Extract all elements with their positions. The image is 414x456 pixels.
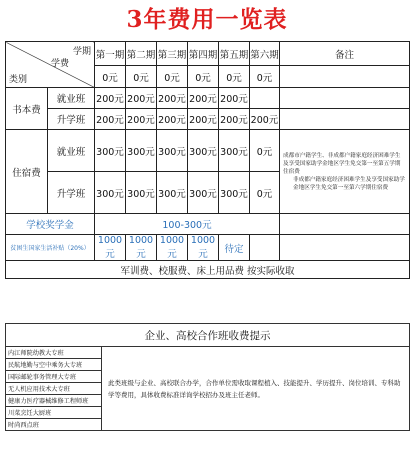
class-type-label: 升学班 [48, 109, 95, 130]
book-fee-cell: 200元 [188, 88, 219, 109]
book-fee-cell: 200元 [188, 109, 219, 130]
program-item: 内江师院幼教大专班 [6, 347, 102, 359]
program-item: 健康力医疗器械维修工程师班 [6, 395, 102, 407]
book-fee-cell: 200元 [95, 88, 126, 109]
lodging-remarks [280, 130, 410, 214]
grant-label: 贫困生国家生活补贴（20%） [6, 235, 95, 261]
class-type-label: 就业班 [48, 130, 95, 172]
header-xueqi: 学期 [72, 47, 91, 57]
grant-cell: 1000元 [157, 235, 188, 261]
grant-cell: 1000元 [126, 235, 157, 261]
period-header-3: 第三期 [157, 42, 188, 66]
lodging-note-1: 成都市户籍学生、非成都户籍家庭经济困难学生及享受国家助学金地区学生免交第一至第五学期住宿费 [283, 152, 401, 175]
lodging-note-2: 非成都户籍家庭经济困难学生及享受国家助学金地区学生免交第一至第六学期住宿费 [293, 176, 405, 191]
lodging-fee-cell: 300元 [126, 172, 157, 214]
lodging-fee-cell: 300元 [188, 172, 219, 214]
lodging-fee-label: 住宿费 [6, 130, 48, 214]
book-fee-cell: 200元 [250, 109, 280, 130]
period-header-6: 第六期 [250, 42, 280, 66]
lodging-fee-cell: 300元 [219, 130, 250, 172]
lodging-fee-cell: 0元 [250, 130, 280, 172]
class-type-label: 就业班 [48, 88, 95, 109]
remarks-cell [280, 66, 410, 88]
grant-cell: 1000元 [188, 235, 219, 261]
scholarship-value: 100-300元 [95, 214, 280, 235]
lodging-fee-cell: 300元 [95, 172, 126, 214]
program-item: 时尚西点班 [6, 419, 102, 431]
class-type-label: 升学班 [48, 172, 95, 214]
coop-title: 企业、高校合作班收费提示 [6, 324, 410, 347]
lodging-fee-cell: 300元 [95, 130, 126, 172]
period-header-1: 第一期 [95, 42, 126, 66]
coop-table [5, 323, 410, 431]
remarks-cell [280, 235, 410, 261]
tuition-cell: 0元 [95, 66, 126, 88]
lodging-fee-cell: 0元 [250, 172, 280, 214]
tuition-cell: 0元 [250, 66, 280, 88]
lodging-fee-cell: 300元 [157, 130, 188, 172]
book-fee-cell: 200元 [219, 88, 250, 109]
period-header-5: 第五期 [219, 42, 250, 66]
misc-fees-note: 军训费、校服费、床上用品费 按实际收取 [6, 261, 410, 279]
remarks-cell [280, 214, 410, 235]
tuition-cell: 0元 [126, 66, 157, 88]
lodging-fee-cell: 300元 [219, 172, 250, 214]
page-title: 3年费用一览表 [126, 6, 288, 33]
grant-cell-empty [250, 235, 280, 261]
lodging-fee-cell: 300元 [126, 130, 157, 172]
program-item: 无人机应用技术大专班 [6, 383, 102, 395]
book-fee-cell: 200元 [126, 109, 157, 130]
scholarship-label: 学校奖学金 [6, 214, 95, 235]
remarks-cell [280, 88, 410, 109]
coop-note: 此类班级与企业、高校联合办学，合作单位需收取课程植入、技能提升、学历提升、岗位培训、专科助学等费用，具体收费标准详询学校招办及班主任老师。 [102, 347, 410, 431]
tuition-cell: 0元 [157, 66, 188, 88]
period-header-2: 第二期 [126, 42, 157, 66]
fee-table [5, 41, 410, 279]
tuition-cell: 0元 [219, 66, 250, 88]
book-fee-cell: 200元 [157, 109, 188, 130]
header-corner [6, 42, 95, 88]
book-fee-cell: 200元 [95, 109, 126, 130]
book-fee-cell: 200元 [157, 88, 188, 109]
lodging-fee-cell: 300元 [157, 172, 188, 214]
header-xuefei: 学费 [51, 59, 70, 69]
remarks-header: 备注 [280, 42, 410, 66]
book-fee-cell: 200元 [219, 109, 250, 130]
program-item: 国际邮轮事务管理大专班 [6, 371, 102, 383]
lodging-fee-cell: 300元 [188, 130, 219, 172]
remarks-cell [280, 109, 410, 130]
book-fee-cell [250, 88, 280, 109]
program-item: 川菜烹饪大厨班 [6, 407, 102, 419]
period-header-4: 第四期 [188, 42, 219, 66]
grant-cell: 待定 [219, 235, 250, 261]
program-item: 民航地勤与空中乘务大专班 [6, 359, 102, 371]
tuition-cell: 0元 [188, 66, 219, 88]
header-leibie: 类别 [9, 75, 28, 85]
grant-cell: 1000元 [95, 235, 126, 261]
book-fee-cell: 200元 [126, 88, 157, 109]
book-fee-label: 书本费 [6, 88, 48, 130]
